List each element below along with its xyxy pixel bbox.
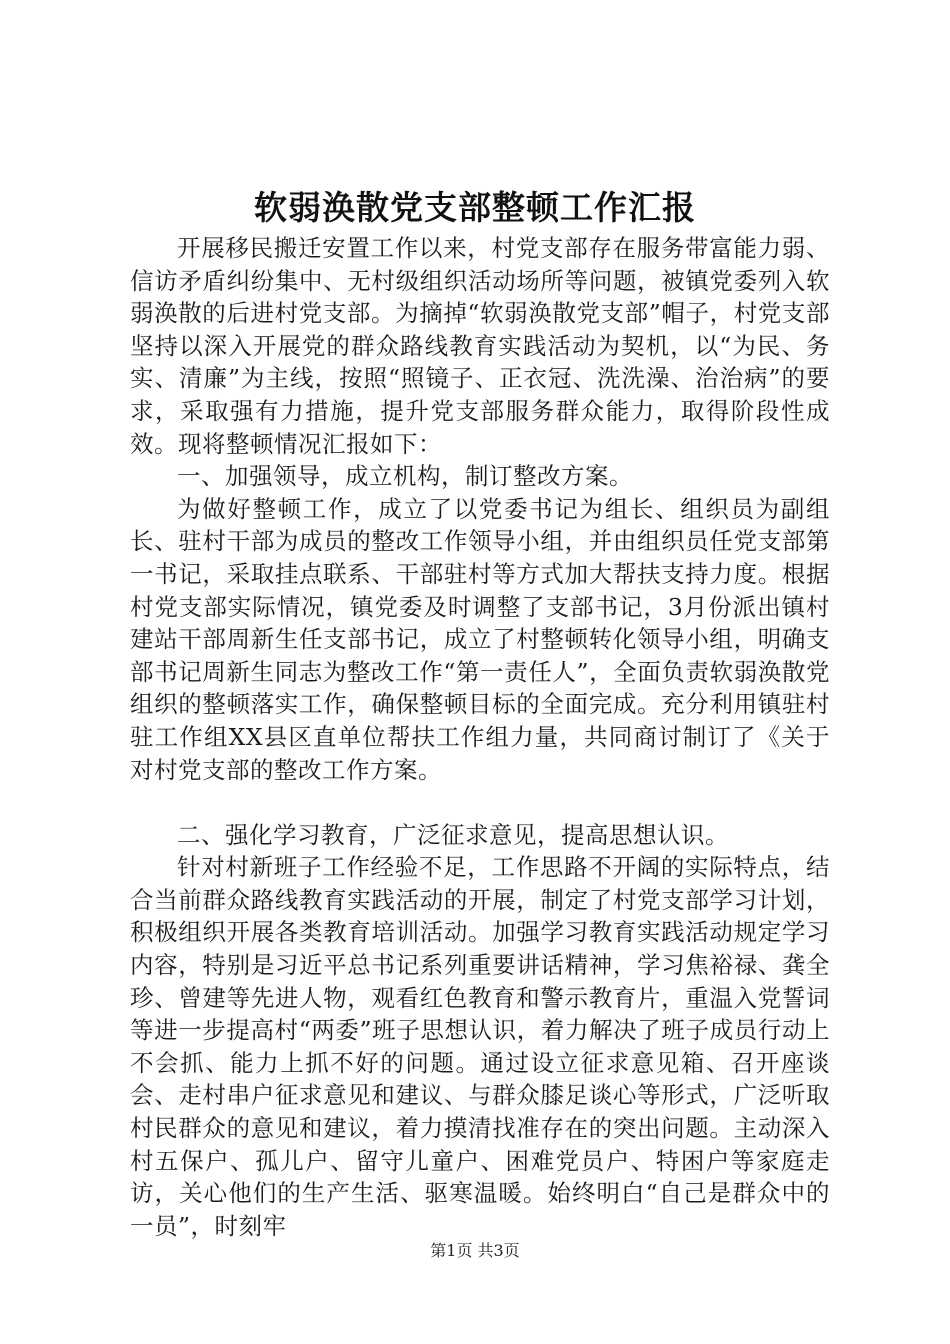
- section-heading-2: 二、强化学习教育，广泛征求意见，提高思想认识。: [177, 820, 729, 849]
- section-heading-1: 一、加强领导，成立机构，制订整改方案。: [177, 462, 633, 491]
- section-2-paragraph: 针对村新班子工作经验不足，工作思路不开阔的实际特点，结合当前群众路线教育实践活动的开展，制定了村党支部学习计划，积极组织开展各类教育培训活动。加强学习教育实践活动规定学习内容，特别是习近平总书记系列重要讲话精神，学习焦裕禄、龚全珍、曾建等先进人物，观看红色教育和警示教育片，重温入党誓词等进一步提高村“两委”班子思想认识，着力解决了班子成员行动上不会抓、能力上抓不好的问题。通过设立征求意见箱、召开座谈会、走村串户征求意见和建议、与群众膝足谈心等形式，广泛听取村民群众的意见和建议，着力摸清找准存在的突出问题。主动深入村五保户、孤儿户、留守儿童户、困难党员户、特困户等家庭走访，关心他们的生产生活、驱寒温暖。始终明白“自己是群众中的一员”，时刻牢: [130, 853, 830, 1240]
- paragraph-spacer: [130, 786, 830, 819]
- document-title: 软弱涣散党支部整顿工作汇报: [254, 188, 696, 227]
- section-1-paragraph: 为做好整顿工作，成立了以党委书记为组长、组织员为副组长、驻村干部为成员的整改工作领导小组，并由组织员任党支部第一书记，采取挂点联系、干部驻村等方式加大帮扶支持力度。根据村党支部实际情况，镇党委及时调整了支部书记，3月份派出镇村建站干部周新生任支部书记，成立了村整顿转化领导小组，明确支部书记周新生同志为整改工作“第一责任人”，全面负责软弱涣散党组织的整顿落实工作，确保整顿目标的全面完成。充分利用镇驻村驻工作组XX县区直单位帮扶工作组力量，共同商讨制订了《关于对村党支部的整改工作方案。: [130, 494, 830, 784]
- page-number-footer: 第1页 共3页: [430, 1241, 520, 1260]
- document-body: [130, 232, 830, 1242]
- intro-paragraph: 开展移民搬迁安置工作以来，村党支部存在服务带富能力弱、信访矛盾纠纷集中、无村级组织活动场所等问题，被镇党委列入软弱涣散的后进村党支部。为摘掉“软弱涣散党支部”帽子，村党支部坚持以深入开展党的群众路线教育实践活动为契机，以“为民、务实、清廉”为主线，按照“照镜子、正衣冠、洗洗澡、治治病”的要求，采取强有力措施，提升党支部服务群众能力，取得阶段性成效。现将整顿情况汇报如下：: [130, 234, 830, 458]
